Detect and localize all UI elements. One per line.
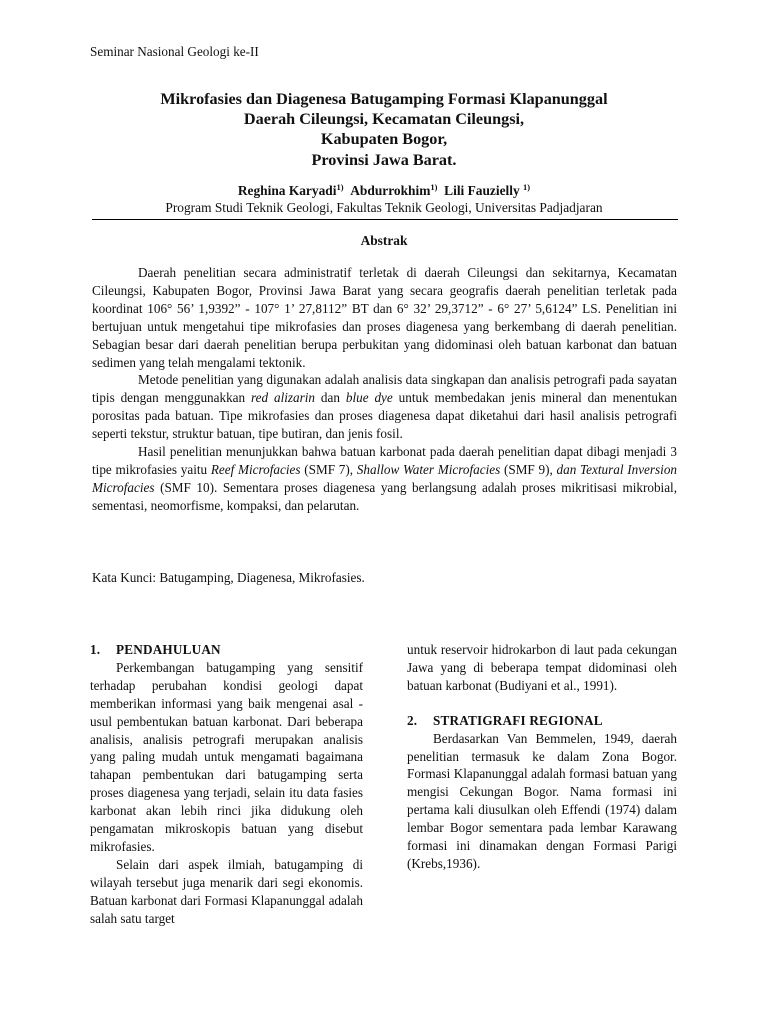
section-number: 2.: [407, 712, 418, 728]
author-mark: 1): [523, 182, 531, 192]
abstract-text: diagenesa yang berkembang di daerah penelitian. Sebagian besar dari daerah penelitian berupa perbukitan yang didominasi oleh batuan karbonat dan batuan sedimen yang telah mengalami tektonik.: [92, 318, 678, 370]
italic-term: red alizarin: [251, 390, 316, 406]
author-mark: 1): [336, 182, 344, 192]
left-column: [90, 641, 363, 928]
section-title: PENDAHULUAN: [116, 642, 221, 657]
body-paragraph: Berdasarkan Van Bemmelen, 1949, daerah penelitian termasuk ke dalam Zona Bogor. Formasi Klapanunggal adalah formasi batuan yang mengisi Cekungan Bogor. Nama formasi ini pertama kali diusulkan oleh Effendi (1974) dalam lembar Bogor sementara pada lembar Karawang formasi ini dinamakan dengan Formasi Parigi (Krebs,1936).: [407, 730, 677, 871]
section-title: STRATIGRAFI REGIONAL: [433, 712, 603, 728]
abstract-text: dan: [320, 390, 340, 406]
title-line: Mikrofasies dan Diagenesa Batugamping Formasi Klapanunggal: [160, 90, 608, 108]
abstract-body: [92, 264, 677, 515]
abstract-text: Hasil penelitian menunjukkan bahwa batuan karbonat pada daerah penelitian dapat dibagi menjadi 3 tipe mikrofasies yaitu: [92, 444, 677, 477]
section-heading: [90, 641, 363, 659]
abstract-text: (SMF 9),: [503, 461, 553, 477]
title-line: Kabupaten Bogor,: [320, 130, 448, 149]
title-line: Provinsi Jawa Barat.: [311, 150, 457, 169]
abstract-heading: Abstrak: [360, 233, 408, 248]
body-paragraph: untuk reservoir hidrokarbon di laut pada cekungan Jawa yang di beberapa tempat didominasi oleh batuan karbonat (Budiyani et al., 1991).: [407, 642, 677, 693]
abstract-text: Metode penelitian yang digunakan adalah analisis data singkapan dan analisis petrografi pada sayatan tipis dengan menggunakkan: [92, 372, 677, 406]
author-name: Reghina Karyadi: [237, 183, 337, 198]
abstract-paragraph: [92, 371, 677, 443]
section-heading: [407, 712, 677, 730]
abstract-paragraph: [92, 264, 677, 371]
italic-term: Reef Microfacies: [210, 461, 301, 477]
paper-title: [0, 89, 768, 170]
section-number: 1.: [90, 642, 101, 657]
right-column: [407, 641, 677, 873]
author-mark: 1): [430, 182, 438, 192]
abstract-text: (SMF 10). Sementara proses diagenesa yang berlangsung adalah proses mikritisasi mikrobial, sementasi, neomorfisme, kompaksi, dan pelarutan.: [92, 479, 678, 513]
abstract-text: Daerah penelitian secara administratif terletak di daerah Cileungsi dan sekitarnya, Kecamatan Cileungsi, Kabupaten Bogor, Provinsi Jawa Barat yang secara geografis daerah penelitian terletak pada koordinat 106° 56’ 1,9392” - 107° 1’ 27,8112” BT dan 6° 32’ 29,3712” - 6° 27’ 5,6124” LS. Penelitian ini bertujuan untuk mengetahui tipe mikrofasies dan proses: [92, 265, 677, 334]
abstract-paragraph: [92, 443, 677, 515]
affiliation: Program Studi Teknik Geologi, Fakultas Teknik Geologi, Universitas Padjadjaran: [165, 200, 603, 215]
author-name: Lili Fauzielly: [444, 183, 520, 198]
italic-term: dan Textural Inversion Microfacies: [92, 461, 678, 495]
italic-term: blue dye: [345, 390, 393, 406]
divider-rule: [92, 219, 678, 220]
author-name: Abdurrokhim: [350, 183, 431, 198]
keywords: Kata Kunci: Batugamping, Diagenesa, Mikrofasies.: [92, 570, 365, 585]
body-paragraph: Selain dari aspek ilmiah, batugamping di wilayah tersebut juga menarik dari segi ekonomis. Batuan karbonat dari Formasi Klapanunggal adalah salah satu target: [90, 856, 363, 926]
seminar-header: Seminar Nasional Geologi ke-II: [90, 44, 259, 59]
italic-term: Shallow Water Microfacies: [356, 461, 501, 477]
title-line: Daerah Cileungsi, Kecamatan Cileungsi,: [243, 110, 525, 129]
abstract-text: (SMF 7),: [304, 461, 354, 477]
abstract-text: untuk membedakan jenis mineral dan menentukan porositas pada batuan. Tipe mikrofasies dan proses diagenesa dapat diketahui dari hasil analisis petrografi seperti tekstur, struktur batuan, tipe butiran, dan jenis fosil.: [92, 390, 678, 442]
body-paragraph: Perkembangan batugamping yang sensitif terhadap perubahan kondisi geologi dapat memberikan informasi yang baik mengenai asal - usul pembentukan batuan karbonat. Dari beberapa analisis, analisis petrografi merupakan analisis yang paling mudah untuk mengamati bagaimana tahapan pembentukan dari batugamping serta proses diagenesa yang terjadi, selain itu data fasies karbonat akan lebih rinci jika didukung oleh pengamatan mikroskopis batuan yang disebut mikrofasies.: [90, 659, 363, 854]
author-list: [0, 183, 768, 199]
